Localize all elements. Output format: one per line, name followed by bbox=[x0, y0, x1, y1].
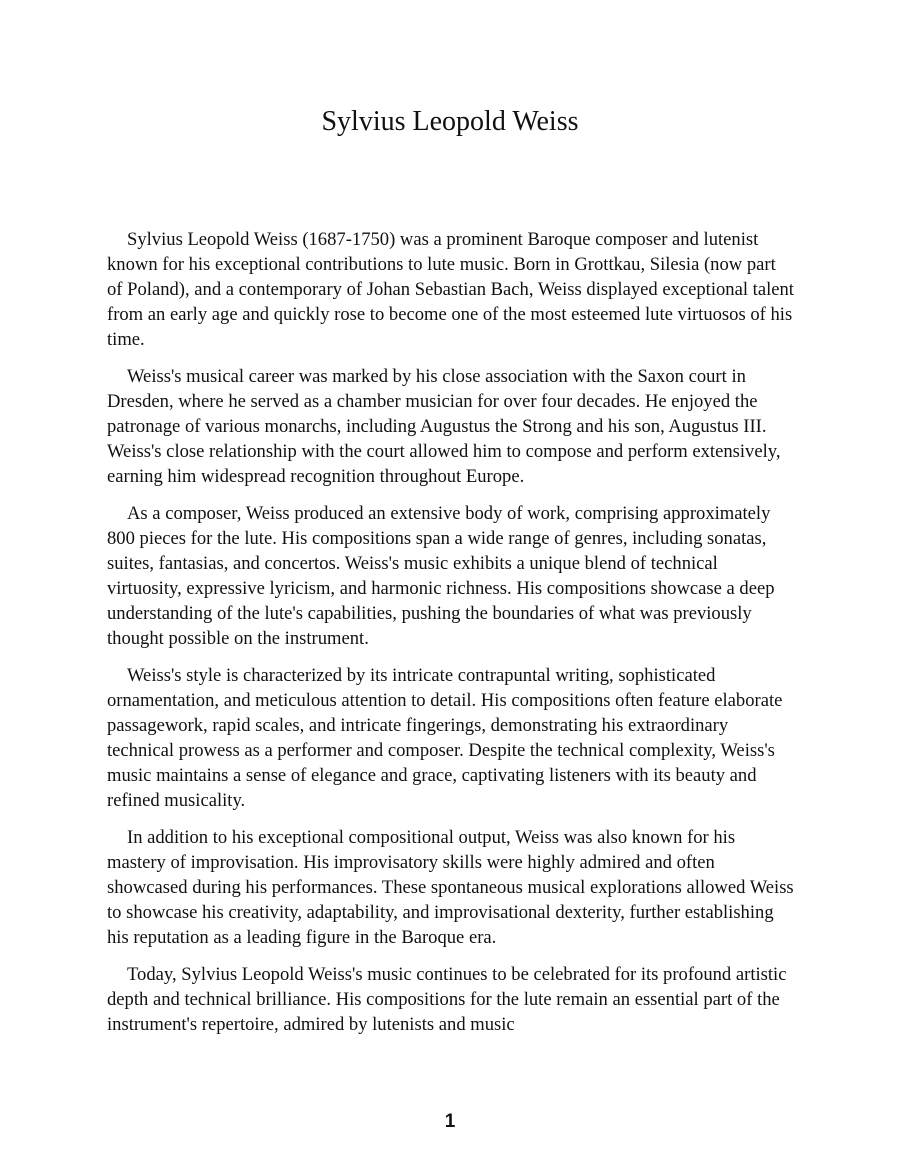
document-title: Sylvius Leopold Weiss bbox=[321, 106, 579, 137]
document-body bbox=[107, 227, 795, 1049]
paragraph-3: As a composer, Weiss produced an extensive body of work, comprising approximately 800 pieces for the lute. His compositions span a wide range of genres, including sonatas, suites, fantasias, and concertos. Weiss's music exhibits a unique blend of technical virtuosity, expressive lyricism, and harmonic richness. His compositions showcase a deep understanding of the lute's capabilities, pushing the boundaries of what was previously thought possible on the instrument. bbox=[107, 503, 775, 649]
paragraph-2: Weiss's musical career was marked by his close association with the Saxon court in Dresden, where he served as a chamber musician for over four decades. He enjoyed the patronage of various monarchs, including Augustus the Strong and his son, Augustus III. Weiss's close relationship with the court allowed him to compose and perform extensively, earning him widespread recognition throughout Europe. bbox=[107, 366, 781, 487]
paragraph-5: In addition to his exceptional compositional output, Weiss was also known for his mastery of improvisation. His improvisatory skills were highly admired and often showcased during his performances. These spontaneous musical explorations allowed Weiss to showcase his creativity, adaptability, and improvisational dexterity, further establishing his reputation as a leading figure in the Baroque era. bbox=[107, 827, 794, 948]
paragraph-1: Sylvius Leopold Weiss (1687-1750) was a prominent Baroque composer and lutenist known for his exceptional contributions to lute music. Born in Grottkau, Silesia (now part of Poland), and a contemporary of Johan Sebastian Bach, Weiss displayed exceptional talent from an early age and quickly rose to become one of the most esteemed lute virtuosos of his time. bbox=[107, 229, 794, 350]
page-number: 1 bbox=[444, 1111, 456, 1132]
paragraph-6: Today, Sylvius Leopold Weiss's music continues to be celebrated for its profound artistic depth and technical brilliance. His compositions for the lute remain an essential part of the instrument's repertoire, admired by lutenists and music bbox=[107, 964, 787, 1035]
paragraph-4: Weiss's style is characterized by its intricate contrapuntal writing, sophisticated ornamentation, and meticulous attention to detail. His compositions often feature elaborate passagework, rapid scales, and intricate fingerings, demonstrating his extraordinary technical prowess as a performer and composer. Despite the technical complexity, Weiss's music maintains a sense of elegance and grace, captivating listeners with its beauty and refined musicality. bbox=[107, 665, 783, 811]
